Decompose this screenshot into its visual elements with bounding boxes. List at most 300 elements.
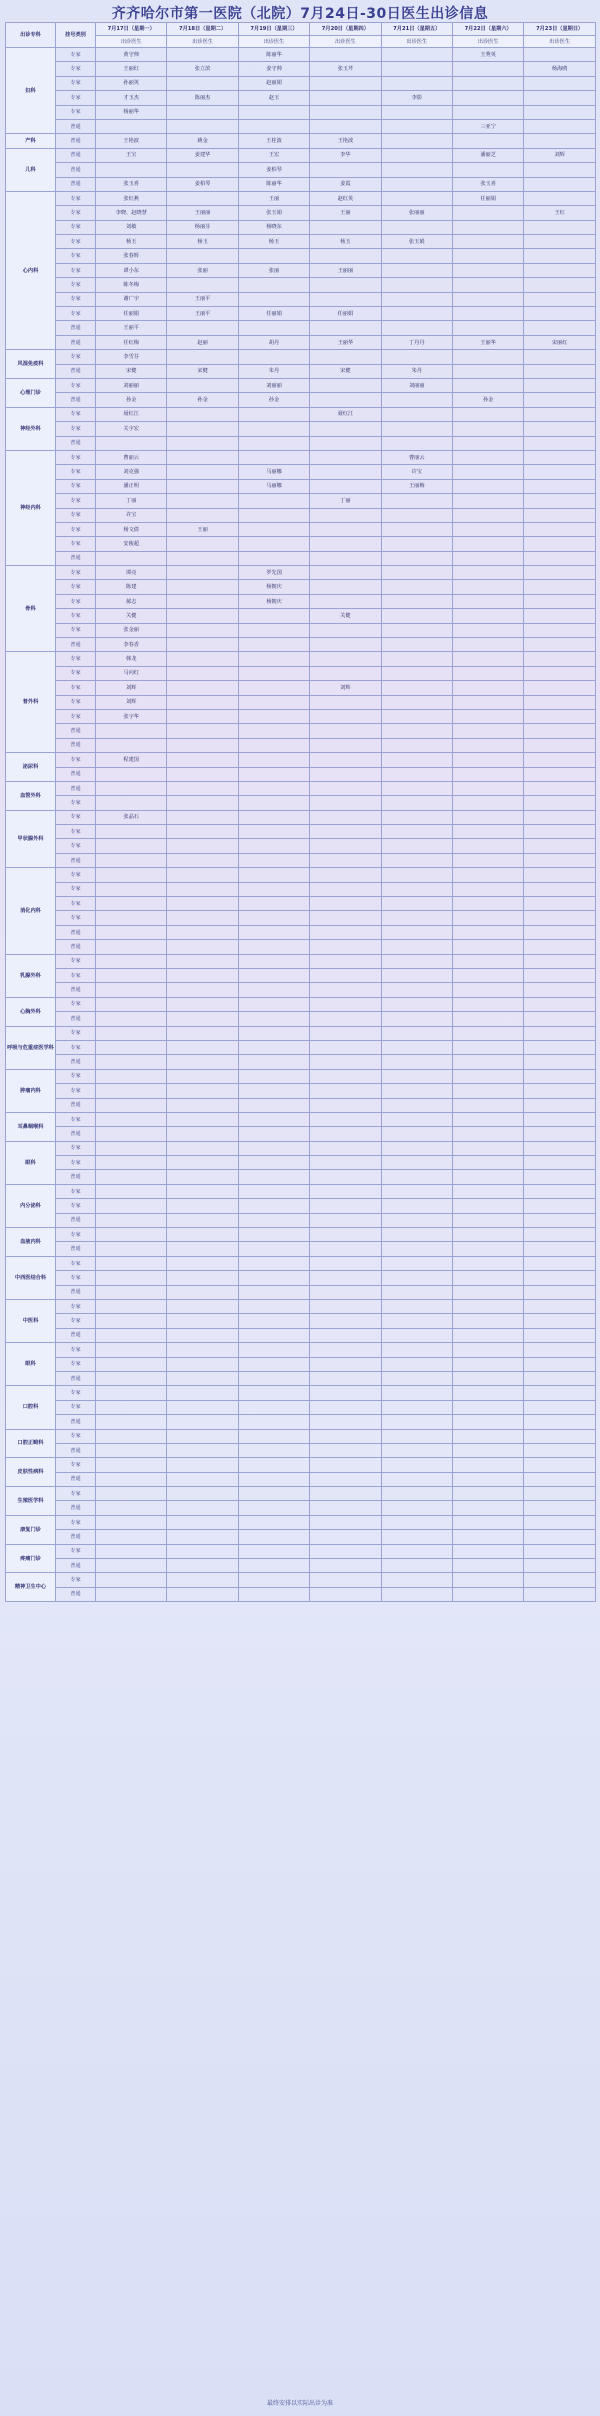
doctor-cell [167,551,238,565]
doctor-cell [452,292,523,306]
doctor-cell [238,1040,309,1054]
doctor-cell [310,1285,381,1299]
doctor-cell [381,1530,452,1544]
doctor-cell [524,1069,596,1083]
doctor-cell [238,1199,309,1213]
registration-type: 普通 [56,119,96,133]
doctor-cell [381,249,452,263]
doctor-cell [167,407,238,421]
doctor-cell [524,494,596,508]
doctor-cell [452,767,523,781]
doctor-cell [381,1026,452,1040]
doctor-cell [452,1314,523,1328]
doctor-cell: 朱丹 [238,364,309,378]
table-row [6,609,596,623]
doctor-cell [524,911,596,925]
table-row [6,1026,596,1040]
doctor-cell [524,537,596,551]
registration-type: 普通 [56,1055,96,1069]
doctor-cell [524,1386,596,1400]
doctor-cell [452,249,523,263]
registration-type: 专家 [56,220,96,234]
doctor-cell [381,1415,452,1429]
doctor-cell [238,1429,309,1443]
doctor-cell [452,321,523,335]
doctor-cell [381,925,452,939]
doctor-cell [524,868,596,882]
doctor-cell [96,1199,167,1213]
doctor-cell [381,76,452,90]
doctor-cell [381,62,452,76]
doctor-cell [381,119,452,133]
doctor-cell [238,724,309,738]
doctor-cell [524,753,596,767]
header-day: 7月23日（星期日） [524,23,596,36]
doctor-cell: 张春辉 [96,249,167,263]
doctor-cell [310,292,381,306]
doctor-cell [452,1156,523,1170]
doctor-cell [381,537,452,551]
doctor-cell [238,940,309,954]
doctor-cell [167,1055,238,1069]
doctor-cell [310,1069,381,1083]
doctor-cell [381,1084,452,1098]
registration-type: 专家 [56,407,96,421]
doctor-cell [238,508,309,522]
registration-type: 普通 [56,1371,96,1385]
doctor-cell [452,882,523,896]
doctor-cell [381,738,452,752]
doctor-cell [238,1127,309,1141]
table-row [6,1271,596,1285]
table-row [6,709,596,723]
doctor-cell: 刘辉 [524,148,596,162]
doctor-cell [452,378,523,392]
doctor-cell: 张丽丽 [381,206,452,220]
doctor-cell [310,249,381,263]
registration-type: 专家 [56,1156,96,1170]
registration-type: 专家 [56,1573,96,1587]
dept-name: 生殖医学科 [6,1487,56,1516]
doctor-cell [524,479,596,493]
table-row [6,1501,596,1515]
doctor-cell [310,1472,381,1486]
doctor-cell [452,1069,523,1083]
doctor-cell [310,796,381,810]
doctor-cell [310,48,381,62]
doctor-cell [96,436,167,450]
doctor-cell [381,1184,452,1198]
registration-type: 专家 [56,1084,96,1098]
registration-type: 专家 [56,1112,96,1126]
doctor-cell [452,666,523,680]
registration-type: 普通 [56,1098,96,1112]
doctor-cell: 丁丹丹 [381,335,452,349]
table-row [6,1458,596,1472]
registration-type: 专家 [56,1141,96,1155]
doctor-cell: 姜霞 [310,177,381,191]
registration-type: 专家 [56,191,96,205]
doctor-cell: 王红 [524,206,596,220]
doctor-cell [524,1573,596,1587]
dept-name: 中西医结合科 [6,1256,56,1299]
doctor-cell: 王丽平 [96,321,167,335]
registration-type: 普通 [56,148,96,162]
table-row [6,1055,596,1069]
doctor-cell [381,853,452,867]
doctor-cell: 曹丽云 [96,450,167,464]
doctor-cell [524,350,596,364]
doctor-cell [381,407,452,421]
doctor-cell [381,1429,452,1443]
doctor-cell [524,1256,596,1270]
doctor-cell: 杨晓东 [238,220,309,234]
doctor-cell [452,1559,523,1573]
doctor-cell [524,1098,596,1112]
doctor-cell [524,1371,596,1385]
doctor-cell [381,983,452,997]
table-row [6,638,596,652]
doctor-cell [238,1213,309,1227]
registration-type: 专家 [56,422,96,436]
table-row [6,1357,596,1371]
footer-note: 最终安排以实际出诊为准 [266,2400,333,2407]
dept-name: 神经内科 [6,450,56,565]
doctor-cell [310,1357,381,1371]
doctor-cell [381,1559,452,1573]
doctor-cell [452,62,523,76]
doctor-cell [381,551,452,565]
table-row [6,1069,596,1083]
doctor-cell [167,623,238,637]
doctor-cell [524,249,596,263]
doctor-cell [167,1271,238,1285]
doctor-cell [96,1012,167,1026]
doctor-cell [167,594,238,608]
doctor-cell [167,465,238,479]
header-day: 7月22日（星期六） [452,23,523,36]
doctor-cell [524,638,596,652]
doctor-cell [524,1228,596,1242]
doctor-cell [238,1328,309,1342]
registration-type: 普通 [56,940,96,954]
doctor-cell [452,1544,523,1558]
doctor-cell [238,249,309,263]
doctor-cell: 潘丽芝 [452,148,523,162]
doctor-cell [96,983,167,997]
doctor-cell [381,1314,452,1328]
registration-type: 普通 [56,1242,96,1256]
doctor-cell [96,1544,167,1558]
doctor-cell [238,1544,309,1558]
header-day: 7月20日（星期四） [310,23,381,36]
doctor-cell [524,134,596,148]
doctor-cell [167,1371,238,1385]
doctor-cell [167,436,238,450]
doctor-cell [238,738,309,752]
doctor-cell [238,522,309,536]
table-row [6,738,596,752]
doctor-cell: 王丽丽 [310,263,381,277]
doctor-cell [452,709,523,723]
doctor-cell [524,278,596,292]
doctor-cell [167,738,238,752]
doctor-cell [310,350,381,364]
doctor-cell [524,508,596,522]
doctor-cell [238,1271,309,1285]
doctor-cell [167,609,238,623]
doctor-cell: 任丽娟 [310,307,381,321]
doctor-cell: 姜建华 [167,148,238,162]
doctor-cell [96,1443,167,1457]
doctor-cell [167,278,238,292]
dept-name: 耳鼻咽喉科 [6,1112,56,1141]
doctor-cell [452,753,523,767]
doctor-cell [238,1371,309,1385]
registration-type: 专家 [56,292,96,306]
doctor-cell: 杨玉 [167,235,238,249]
doctor-cell [452,1098,523,1112]
doctor-cell [381,1213,452,1227]
doctor-cell [381,422,452,436]
doctor-cell [524,1559,596,1573]
doctor-cell [524,191,596,205]
registration-type: 专家 [56,623,96,637]
dept-name: 口腔科 [6,1386,56,1429]
doctor-cell [310,1228,381,1242]
doctor-cell [452,134,523,148]
doctor-cell [310,479,381,493]
doctor-cell [167,1084,238,1098]
doctor-cell [381,1472,452,1486]
table-row [6,825,596,839]
doctor-cell [381,1458,452,1472]
doctor-cell [310,1487,381,1501]
table-row [6,278,596,292]
registration-type: 专家 [56,868,96,882]
doctor-cell [452,494,523,508]
table-row [6,407,596,421]
page-title: 齐齐哈尔市第一医院（北院）7月24日-30日医生出诊信息 [111,6,489,22]
registration-type: 普通 [56,781,96,795]
table-row [6,321,596,335]
header-dept: 出诊专科 [6,23,56,48]
doctor-cell [96,1055,167,1069]
table-row [6,566,596,580]
doctor-cell [238,321,309,335]
header-day: 7月18日（星期二） [167,23,238,36]
registration-type: 普通 [56,1415,96,1429]
registration-type: 专家 [56,48,96,62]
doctor-cell [238,810,309,824]
registration-type: 专家 [56,1299,96,1313]
doctor-cell [96,1256,167,1270]
doctor-cell [452,1371,523,1385]
doctor-cell [238,925,309,939]
registration-type: 专家 [56,1026,96,1040]
doctor-cell [524,177,596,191]
doctor-cell [310,940,381,954]
header-session: 出诊医生 [167,36,238,48]
doctor-cell [524,940,596,954]
doctor-cell [524,1242,596,1256]
doctor-cell [167,450,238,464]
table-row [6,422,596,436]
table-row [6,537,596,551]
table-row [6,450,596,464]
doctor-cell [96,1228,167,1242]
doctor-cell [238,292,309,306]
doctor-cell [452,407,523,421]
doctor-cell [524,738,596,752]
doctor-cell [310,378,381,392]
table-row [6,652,596,666]
doctor-cell [452,1357,523,1371]
registration-type: 专家 [56,235,96,249]
doctor-cell [524,235,596,249]
doctor-cell [310,393,381,407]
doctor-cell: 郝志 [96,594,167,608]
doctor-cell [381,609,452,623]
doctor-cell [238,1415,309,1429]
doctor-cell [381,393,452,407]
table-row [6,1530,596,1544]
doctor-cell [167,1112,238,1126]
table-row [6,436,596,450]
doctor-cell [524,1156,596,1170]
doctor-cell [310,709,381,723]
doctor-cell [96,1127,167,1141]
doctor-cell [524,1328,596,1342]
header-session: 出诊医生 [96,36,167,48]
dept-name: 精神卫生中心 [6,1573,56,1602]
doctor-cell: 王丽华 [310,335,381,349]
doctor-cell [452,422,523,436]
registration-type: 专家 [56,969,96,983]
table-row [6,1487,596,1501]
dept-name: 呼吸与危重症医学科 [6,1026,56,1069]
doctor-cell [452,738,523,752]
table-row [6,925,596,939]
table-row [6,1040,596,1054]
doctor-cell [96,1343,167,1357]
doctor-cell [167,1069,238,1083]
doctor-cell [524,465,596,479]
doctor-cell [310,1084,381,1098]
doctor-cell [524,969,596,983]
doctor-cell [96,1314,167,1328]
doctor-cell [381,494,452,508]
doctor-cell [381,522,452,536]
doctor-cell [310,1501,381,1515]
doctor-cell [524,566,596,580]
doctor-cell [381,292,452,306]
doctor-cell [310,911,381,925]
doctor-cell [167,969,238,983]
doctor-cell [524,551,596,565]
doctor-cell [238,1112,309,1126]
doctor-cell: 张金丽 [96,623,167,637]
registration-type: 普通 [56,1559,96,1573]
doctor-cell [452,983,523,997]
doctor-cell [167,566,238,580]
doctor-cell [238,767,309,781]
doctor-cell [310,220,381,234]
doctor-cell [381,1242,452,1256]
doctor-cell [167,825,238,839]
doctor-cell [452,911,523,925]
doctor-cell [167,1156,238,1170]
doctor-cell [381,1199,452,1213]
doctor-cell: 马向红 [96,666,167,680]
registration-type: 专家 [56,1199,96,1213]
doctor-cell [381,1040,452,1054]
doctor-cell [452,1328,523,1342]
doctor-cell [381,177,452,191]
doctor-cell [524,76,596,90]
doctor-cell [310,1386,381,1400]
doctor-cell: 宋健 [96,364,167,378]
table-row [6,76,596,90]
table-row [6,494,596,508]
doctor-cell [310,997,381,1011]
table-row [6,868,596,882]
doctor-cell [167,1487,238,1501]
doctor-cell [167,378,238,392]
doctor-cell [167,839,238,853]
dept-name: 风湿免疫科 [6,350,56,379]
table-row [6,292,596,306]
doctor-cell [310,724,381,738]
doctor-cell [96,925,167,939]
table-row [6,1371,596,1385]
table-row [6,119,596,133]
doctor-cell [96,796,167,810]
registration-type: 普通 [56,983,96,997]
registration-type: 专家 [56,666,96,680]
doctor-cell [96,1026,167,1040]
doctor-cell [524,1040,596,1054]
doctor-cell [452,1213,523,1227]
doctor-cell: 任丽娟 [238,307,309,321]
registration-type: 普通 [56,1170,96,1184]
doctor-cell [310,666,381,680]
doctor-cell [524,119,596,133]
doctor-cell [167,1458,238,1472]
doctor-cell [167,997,238,1011]
doctor-cell [96,551,167,565]
header-day: 7月17日（星期一） [96,23,167,36]
header-type: 挂号类别 [56,23,96,48]
table-row [6,1084,596,1098]
registration-type: 专家 [56,1487,96,1501]
doctor-cell: 黄守帅 [96,48,167,62]
registration-type: 专家 [56,494,96,508]
doctor-cell [452,206,523,220]
doctor-cell [524,292,596,306]
doctor-cell [452,307,523,321]
doctor-cell: 谭亮 [96,566,167,580]
doctor-cell [381,163,452,177]
doctor-cell [96,1271,167,1285]
header-day: 7月21日（星期五） [381,23,452,36]
doctor-cell [452,350,523,364]
table-row [6,1127,596,1141]
doctor-cell: 刘丽丽 [381,378,452,392]
registration-type: 专家 [56,1429,96,1443]
doctor-cell [381,1573,452,1587]
table-row [6,853,596,867]
